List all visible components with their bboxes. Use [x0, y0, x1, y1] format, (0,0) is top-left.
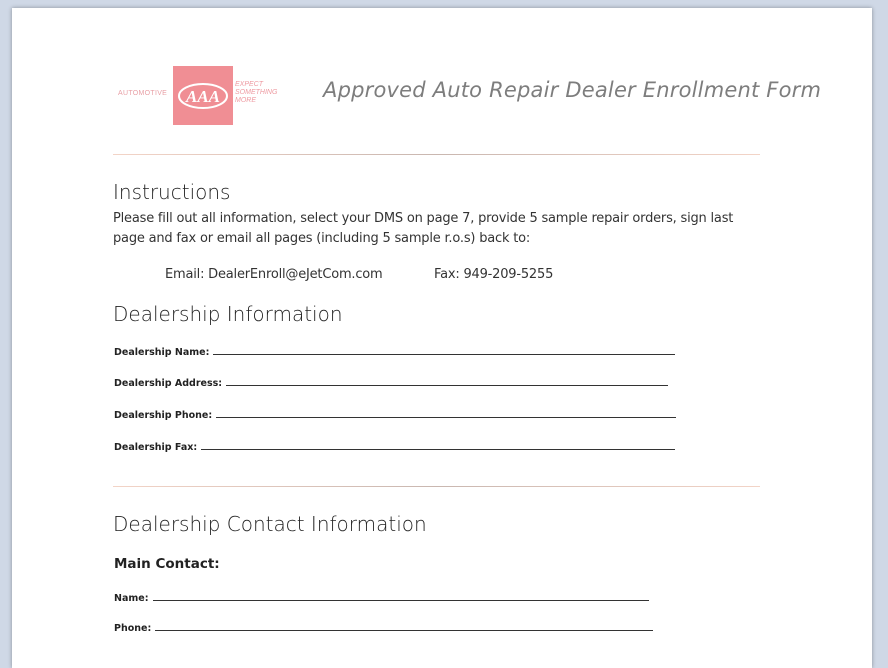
tagline-line-3: MORE [235, 97, 256, 104]
aaa-logo-icon [177, 81, 229, 111]
instructions-email: Email: DealerEnroll@eJetCom.com [165, 267, 383, 282]
contact-phone-field[interactable] [114, 623, 653, 634]
aaa-logo [173, 66, 233, 125]
instructions-fax: Fax: 949-209-5255 [434, 267, 554, 282]
section-divider [113, 486, 760, 487]
logo-automotive-text: AUTOMOTIVE [118, 90, 168, 97]
dealership-name-input-line[interactable] [213, 354, 675, 355]
field-label: Dealership Address: [114, 378, 223, 389]
contact-info-heading: Dealership Contact Information [113, 512, 427, 536]
dealership-phone-field[interactable] [114, 410, 676, 421]
dealership-phone-input-line[interactable] [216, 417, 676, 418]
field-label: Phone: [114, 623, 152, 634]
dealership-info-heading: Dealership Information [113, 302, 343, 326]
form-title: Approved Auto Repair Dealer Enrollment Form [323, 78, 822, 102]
dealership-address-field[interactable] [114, 378, 668, 389]
document-page [12, 8, 872, 668]
field-label: Dealership Name: [114, 347, 210, 358]
main-contact-subheading: Main Contact: [114, 556, 220, 572]
svg-text:AAA: AAA [185, 86, 221, 106]
field-label: Dealership Fax: [114, 442, 198, 453]
contact-phone-input-line[interactable] [155, 630, 653, 631]
field-label: Name: [114, 593, 149, 604]
tagline-line-2: SOMETHING [235, 89, 278, 96]
dealership-name-field[interactable] [114, 347, 675, 358]
dealership-address-input-line[interactable] [226, 385, 668, 386]
instructions-body: Please fill out all information, select your DMS on page 7, provide 5 sample repair orders, sign last page and fax or email all pages (including 5 sample r.o.s) back to: [113, 211, 734, 246]
contact-name-input-line[interactable] [153, 600, 649, 601]
tagline-line-1: EXPECT [235, 81, 264, 88]
field-label: Dealership Phone: [114, 410, 213, 421]
dealership-fax-field[interactable] [114, 442, 675, 453]
header-divider [113, 154, 760, 155]
logo-tagline [235, 81, 277, 105]
contact-name-field[interactable] [114, 593, 649, 604]
instructions-heading: Instructions [113, 180, 231, 204]
dealership-fax-input-line[interactable] [201, 449, 675, 450]
